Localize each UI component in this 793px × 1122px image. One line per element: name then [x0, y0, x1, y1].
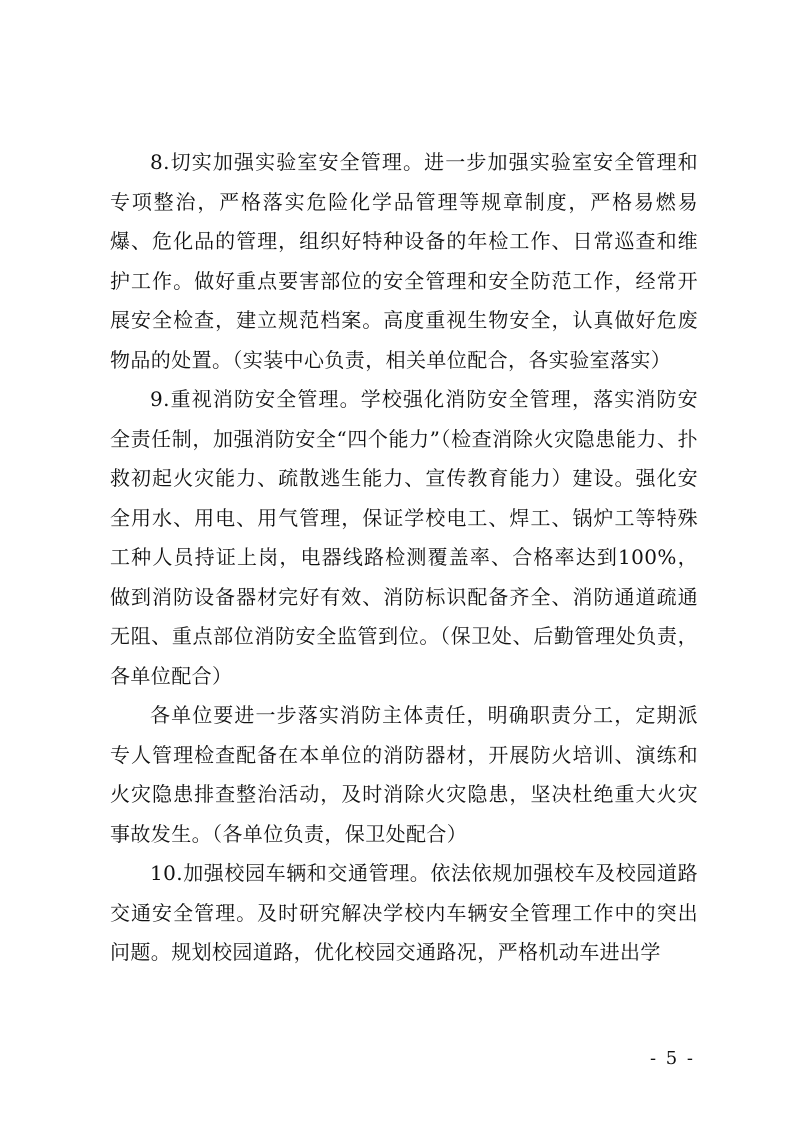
paragraph-traffic-management: 10.加强校园车辆和交通管理。依法依规加强校车及校园道路交通安全管理。及时研究解决学校内车辆安全管理工作中的突出问题。规划校园道路，优化校园交通路况，严格机动车进出学	[110, 861, 698, 964]
paragraph-unit-responsibility: 各单位要进一步落实消防主体责任，明确职责分工，定期派专人管理检查配备在本单位的消防器材，开展防火培训、演练和火灾隐患排查整治活动，及时消除火灾隐患，坚决杜绝重大火灾事故发生。（各单位负责，保卫处配合）	[110, 703, 698, 846]
paragraph-fire-safety: 9.重视消防安全管理。学校强化消防安全管理，落实消防安全责任制，加强消防安全“四个能力”（检查消除火灾隐患能力、扑救初起火灾能力、疏散逃生能力、宣传教育能力）建设。强化安全用水、用电、用气管理，保证学校电工、焊工、锅炉工等特殊工种人员持证上岗，电器线路检测覆盖率、合格率达到100%，做到消防设备器材完好有效、消防标识配备齐全、消防通道疏通无阻、重点部位消防安全监管到位。（保卫处、后勤管理处负责，各单位配合）	[110, 387, 698, 688]
body-text	[110, 143, 698, 973]
page-number: - 5 -	[649, 1048, 695, 1069]
paragraph-lab-safety: 8.切实加强实验室安全管理。进一步加强实验室安全管理和专项整治，严格落实危险化学品管理等规章制度，严格易燃易爆、危化品的管理，组织好特种设备的年检工作、日常巡查和维护工作。做好重点要害部位的安全管理和安全防范工作，经常开展安全检查，建立规范档案。高度重视生物安全，认真做好危废物品的处置。（实装中心负责，相关单位配合，各实验室落实）	[110, 150, 698, 372]
